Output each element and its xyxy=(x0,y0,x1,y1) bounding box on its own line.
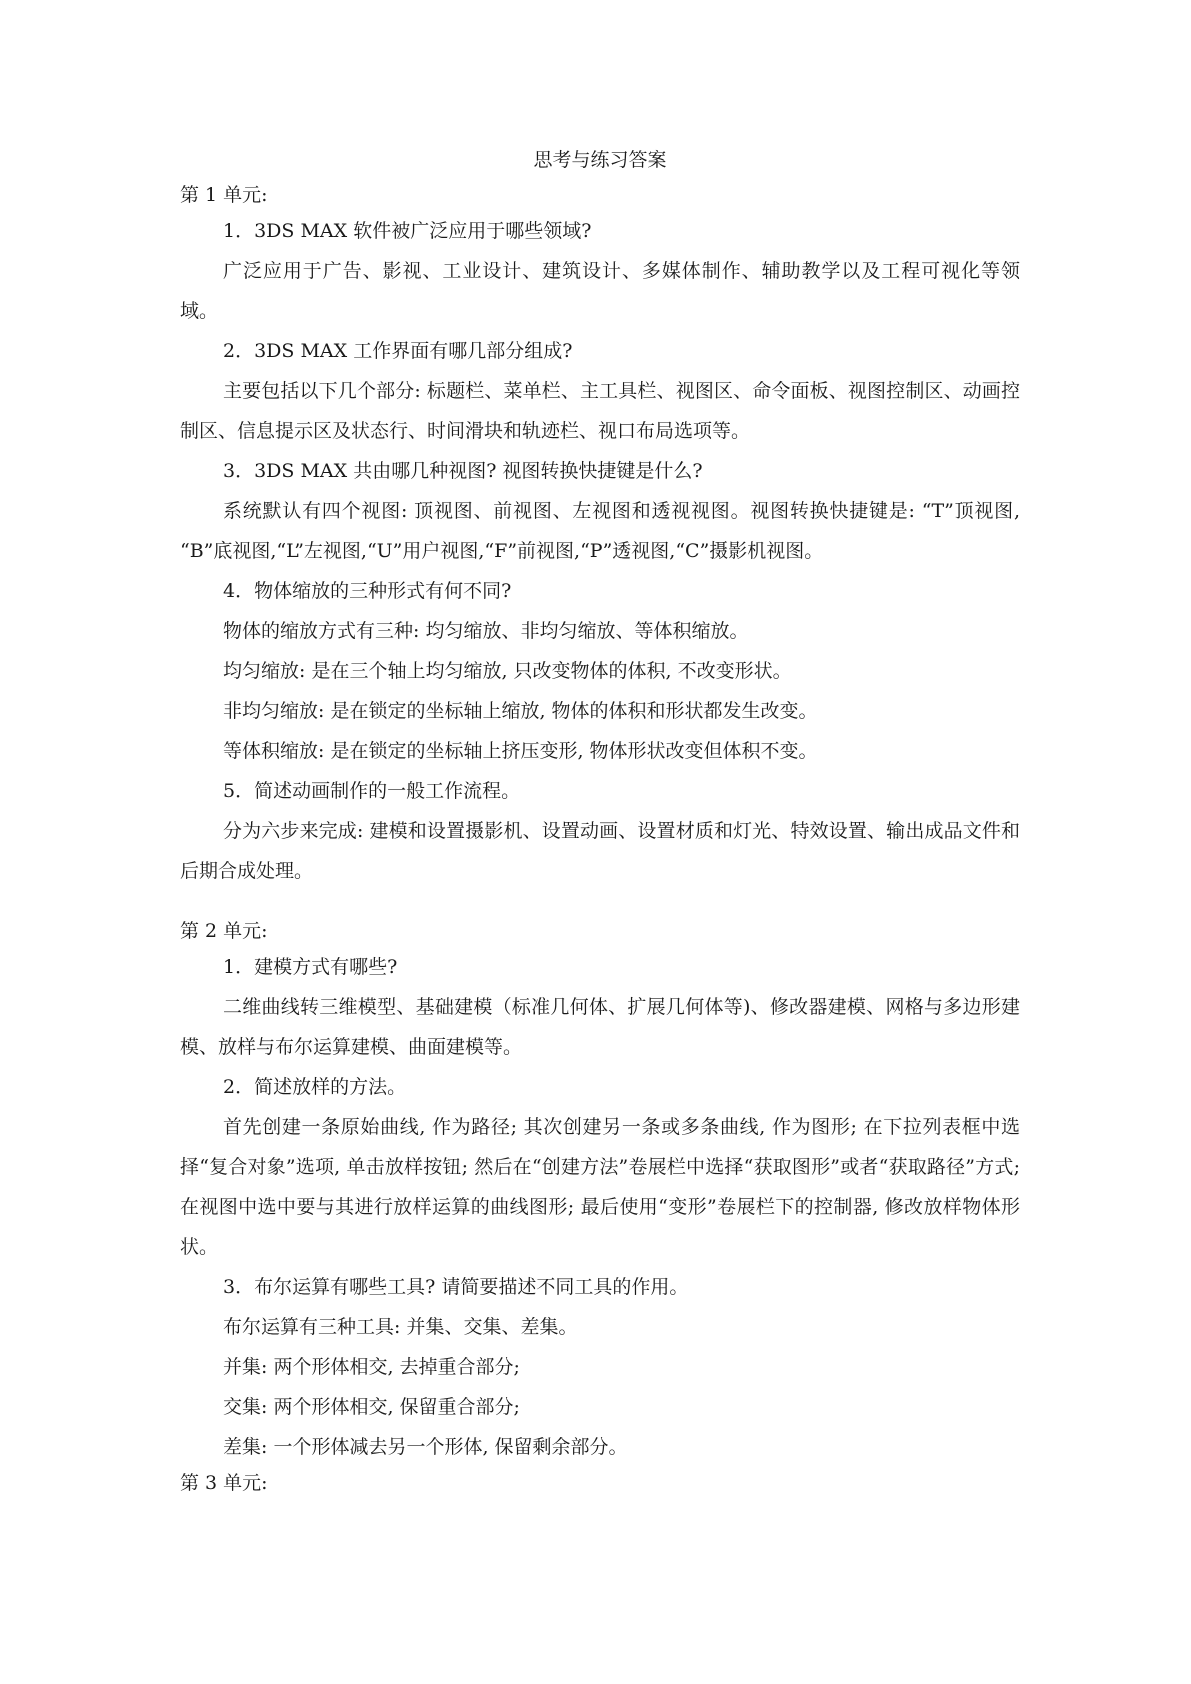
question: 2．3DS MAX 工作界面有哪几部分组成? xyxy=(223,340,573,362)
document-body xyxy=(180,145,1020,1499)
answer: 分为六步来完成: 建模和设置摄影机、设置动画、设置材质和灯光、特效设置、输出成品文件和后期合成处理。 xyxy=(180,820,1020,882)
question: 1．3DS MAX 软件被广泛应用于哪些领域? xyxy=(223,220,592,242)
answer: 广泛应用于广告、影视、工业设计、建筑设计、多媒体制作、辅助教学以及工程可视化等领域。 xyxy=(180,260,1020,322)
question: 2．简述放样的方法。 xyxy=(223,1076,407,1098)
unit-heading: 第 2 单元: xyxy=(180,920,268,942)
answer: 物体的缩放方式有三种: 均匀缩放、非均匀缩放、等体积缩放。 xyxy=(223,620,749,642)
question: 3．3DS MAX 共由哪几种视图? 视图转换快捷键是什么? xyxy=(223,460,703,482)
section-gap xyxy=(180,891,1020,915)
answer: 均匀缩放: 是在三个轴上均匀缩放, 只改变物体的体积, 不改变形状。 xyxy=(223,660,792,682)
unit-heading: 第 1 单元: xyxy=(180,184,268,206)
answer: 差集: 一个形体减去另一个形体, 保留剩余部分。 xyxy=(223,1436,628,1458)
answer: 系统默认有四个视图: 顶视图、前视图、左视图和透视视图。视图转换快捷键是: “T”顶视图, “B”底视图,“L”左视图,“U”用户视图,“F”前视图,“P”透视图,“C”摄影机视图。 xyxy=(180,500,1020,562)
question: 4．物体缩放的三种形式有何不同? xyxy=(223,580,512,602)
question: 3．布尔运算有哪些工具? 请简要描述不同工具的作用。 xyxy=(223,1276,689,1298)
answer: 主要包括以下几个部分: 标题栏、菜单栏、主工具栏、视图区、命令面板、视图控制区、动画控制区、信息提示区及状态行、时间滑块和轨迹栏、视口布局选项等。 xyxy=(180,380,1020,442)
unit-heading: 第 3 单元: xyxy=(180,1472,268,1494)
answer: 二维曲线转三维模型、基础建模（标准几何体、扩展几何体等)、修改器建模、网格与多边形建模、放样与布尔运算建模、曲面建模等。 xyxy=(180,996,1020,1058)
question: 1．建模方式有哪些? xyxy=(223,956,398,978)
answer: 首先创建一条原始曲线, 作为路径; 其次创建另一条或多条曲线, 作为图形; 在下拉列表框中选择“复合对象”选项, 单击放样按钮; 然后在“创建方法”卷展栏中选择“获取图形”或者“获取路径”方式; 在视图中选中要与其进行放样运算的曲线图形; 最后使用“变形”卷展栏下的控制器, 修改放样物体形状。 xyxy=(180,1116,1020,1258)
answer: 等体积缩放: 是在锁定的坐标轴上挤压变形, 物体形状改变但体积不变。 xyxy=(223,740,818,762)
question: 5．简述动画制作的一般工作流程。 xyxy=(223,780,521,802)
page-title: 思考与练习答案 xyxy=(533,149,667,171)
answer: 并集: 两个形体相交, 去掉重合部分; xyxy=(223,1356,520,1378)
answer: 布尔运算有三种工具: 并集、交集、差集。 xyxy=(223,1316,578,1338)
answer: 交集: 两个形体相交, 保留重合部分; xyxy=(223,1396,520,1418)
answer: 非均匀缩放: 是在锁定的坐标轴上缩放, 物体的体积和形状都发生改变。 xyxy=(223,700,818,722)
